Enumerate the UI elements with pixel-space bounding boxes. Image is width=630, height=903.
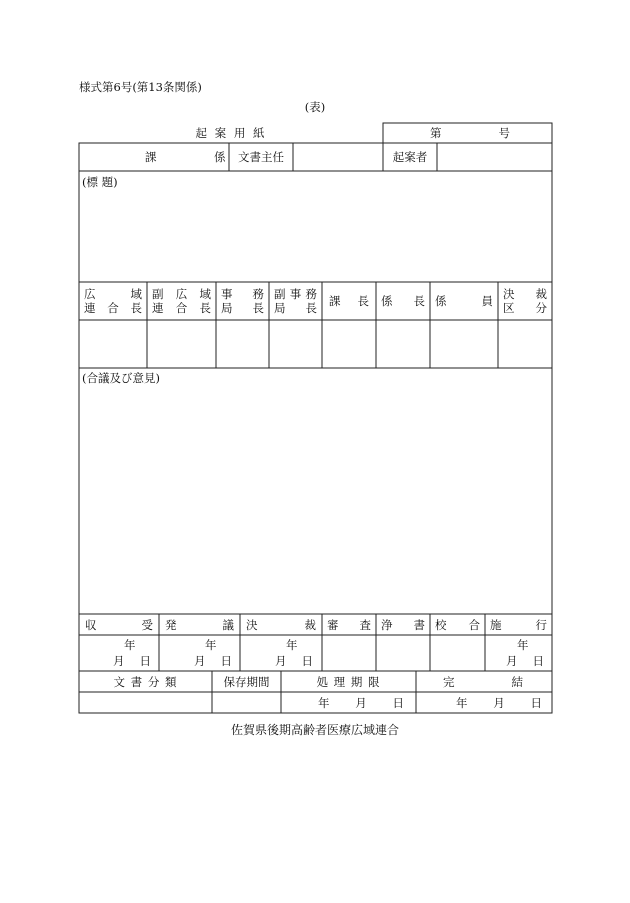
classification-label: 文 書 分 類 bbox=[113, 675, 178, 689]
proposal-month-day bbox=[194, 654, 232, 668]
complete-b: 結 bbox=[511, 675, 523, 689]
approval-1-line2-a: 連 bbox=[84, 301, 96, 315]
receipt-day: 日 bbox=[139, 654, 151, 668]
approval-2-line2-c: 長 bbox=[199, 301, 211, 315]
approval-6-a: 係 bbox=[381, 294, 393, 308]
clean-copy-a: 浄 bbox=[381, 618, 393, 632]
approval-8-line2-a: 区 bbox=[503, 301, 515, 315]
enforcement-day: 日 bbox=[532, 654, 544, 668]
approval-5-a: 課 bbox=[329, 294, 341, 308]
receipt-a: 収 bbox=[85, 618, 97, 632]
decision-month-day bbox=[275, 654, 313, 668]
process-header-review bbox=[327, 618, 371, 632]
receipt-month-day bbox=[113, 654, 151, 668]
complete-month: 月 bbox=[493, 696, 505, 710]
proposal-day: 日 bbox=[220, 654, 232, 668]
approval-8-line1-b: 裁 bbox=[535, 287, 547, 301]
deadline-label: 処 理 期 限 bbox=[316, 675, 381, 689]
approval-header-7 bbox=[435, 294, 493, 308]
approval-5-b: 長 bbox=[357, 294, 369, 308]
proposal-a: 発 bbox=[165, 618, 177, 632]
approval-header-4 bbox=[274, 287, 317, 315]
review-a: 審 bbox=[327, 618, 339, 632]
approval-4-line1-a: 副 bbox=[274, 287, 286, 301]
proposal-year: 年 bbox=[205, 638, 217, 652]
approval-header-1 bbox=[84, 287, 142, 315]
process-header-clean-copy bbox=[381, 618, 425, 632]
document-number-cell bbox=[430, 126, 510, 140]
review-b: 査 bbox=[359, 618, 371, 632]
approval-3-line1-b: 務 bbox=[252, 287, 264, 301]
proofread-a: 校 bbox=[435, 618, 447, 632]
approval-4-line1-c: 務 bbox=[305, 287, 317, 301]
process-header-proposal bbox=[165, 618, 234, 632]
approval-8-line1-a: 決 bbox=[503, 287, 515, 301]
approval-4-line2-a: 局 bbox=[274, 301, 286, 315]
subject-label: (標 題) bbox=[82, 175, 118, 189]
drafter-label: 起案者 bbox=[392, 150, 428, 164]
deadline-month: 月 bbox=[355, 696, 367, 710]
number-prefix: 第 bbox=[430, 126, 442, 140]
approval-header-2 bbox=[152, 287, 211, 315]
proofread-b: 合 bbox=[468, 618, 480, 632]
approval-2-line1-b: 広 bbox=[175, 287, 188, 301]
complete-label bbox=[443, 675, 523, 689]
decision-month: 月 bbox=[275, 654, 287, 668]
approval-2-line2-b: 合 bbox=[175, 301, 188, 315]
approval-3-line1-a: 事 bbox=[221, 287, 233, 301]
approval-7-a: 係 bbox=[435, 294, 447, 308]
approval-header-3 bbox=[221, 287, 264, 315]
deadline-day: 日 bbox=[392, 696, 404, 710]
approval-2-line1-c: 域 bbox=[199, 287, 211, 301]
decision-day: 日 bbox=[301, 654, 313, 668]
enforcement-b: 行 bbox=[535, 618, 547, 632]
proposal-b: 議 bbox=[222, 618, 234, 632]
deadline-year: 年 bbox=[318, 696, 330, 710]
clean-copy-b: 書 bbox=[413, 618, 425, 632]
receipt-year: 年 bbox=[124, 638, 136, 652]
process-header-decision bbox=[246, 618, 316, 632]
form-reference: 様式第6号(第13条関係) bbox=[79, 80, 202, 94]
approval-1-line2-b: 合 bbox=[107, 301, 119, 315]
side-indicator: (表) bbox=[304, 100, 326, 114]
approval-6-b: 長 bbox=[413, 294, 425, 308]
approval-header-5 bbox=[329, 294, 369, 308]
approval-4-line1-b: 事 bbox=[289, 287, 302, 301]
decision-year: 年 bbox=[286, 638, 298, 652]
deadline-date bbox=[318, 696, 404, 710]
complete-date bbox=[456, 696, 542, 710]
approval-1-line1-b: 域 bbox=[130, 287, 142, 301]
approval-header-6 bbox=[381, 294, 425, 308]
form-title: 起 案 用 紙 bbox=[195, 126, 267, 140]
approval-3-line2-a: 局 bbox=[221, 301, 233, 315]
process-header-receipt bbox=[85, 618, 153, 632]
complete-year: 年 bbox=[456, 696, 468, 710]
enforcement-year: 年 bbox=[517, 638, 529, 652]
process-header-proofread bbox=[435, 618, 480, 632]
complete-a: 完 bbox=[443, 675, 455, 689]
enforcement-a: 施 bbox=[490, 618, 502, 632]
decision-b: 裁 bbox=[304, 618, 316, 632]
number-suffix: 号 bbox=[498, 126, 510, 140]
receipt-month: 月 bbox=[113, 654, 125, 668]
opinion-label: (合議及び意見) bbox=[82, 371, 160, 385]
decision-a: 決 bbox=[246, 618, 258, 632]
organization-name: 佐賀県後期高齢者医療広域連合 bbox=[230, 723, 399, 737]
approval-header-8 bbox=[503, 287, 547, 315]
approval-3-line2-b: 長 bbox=[252, 301, 264, 315]
approval-1-line1-a: 広 bbox=[84, 287, 96, 301]
proposal-month: 月 bbox=[194, 654, 206, 668]
receipt-b: 受 bbox=[141, 618, 153, 632]
retention-label: 保存期間 bbox=[223, 675, 270, 689]
dept-label: 課 bbox=[145, 150, 157, 164]
approval-2-line2-a: 連 bbox=[152, 301, 164, 315]
approval-2-line1-a: 副 bbox=[152, 287, 164, 301]
complete-day: 日 bbox=[530, 696, 542, 710]
approval-4-line2-b: 長 bbox=[305, 301, 317, 315]
approval-7-b: 員 bbox=[481, 294, 493, 308]
enforcement-month-day bbox=[506, 654, 544, 668]
approval-8-line2-b: 分 bbox=[535, 301, 547, 315]
process-header-enforcement bbox=[490, 618, 547, 632]
document-chief-label: 文書主任 bbox=[238, 150, 284, 164]
section-label: 係 bbox=[214, 150, 226, 164]
approval-1-line2-c: 長 bbox=[130, 301, 142, 315]
enforcement-month: 月 bbox=[506, 654, 518, 668]
